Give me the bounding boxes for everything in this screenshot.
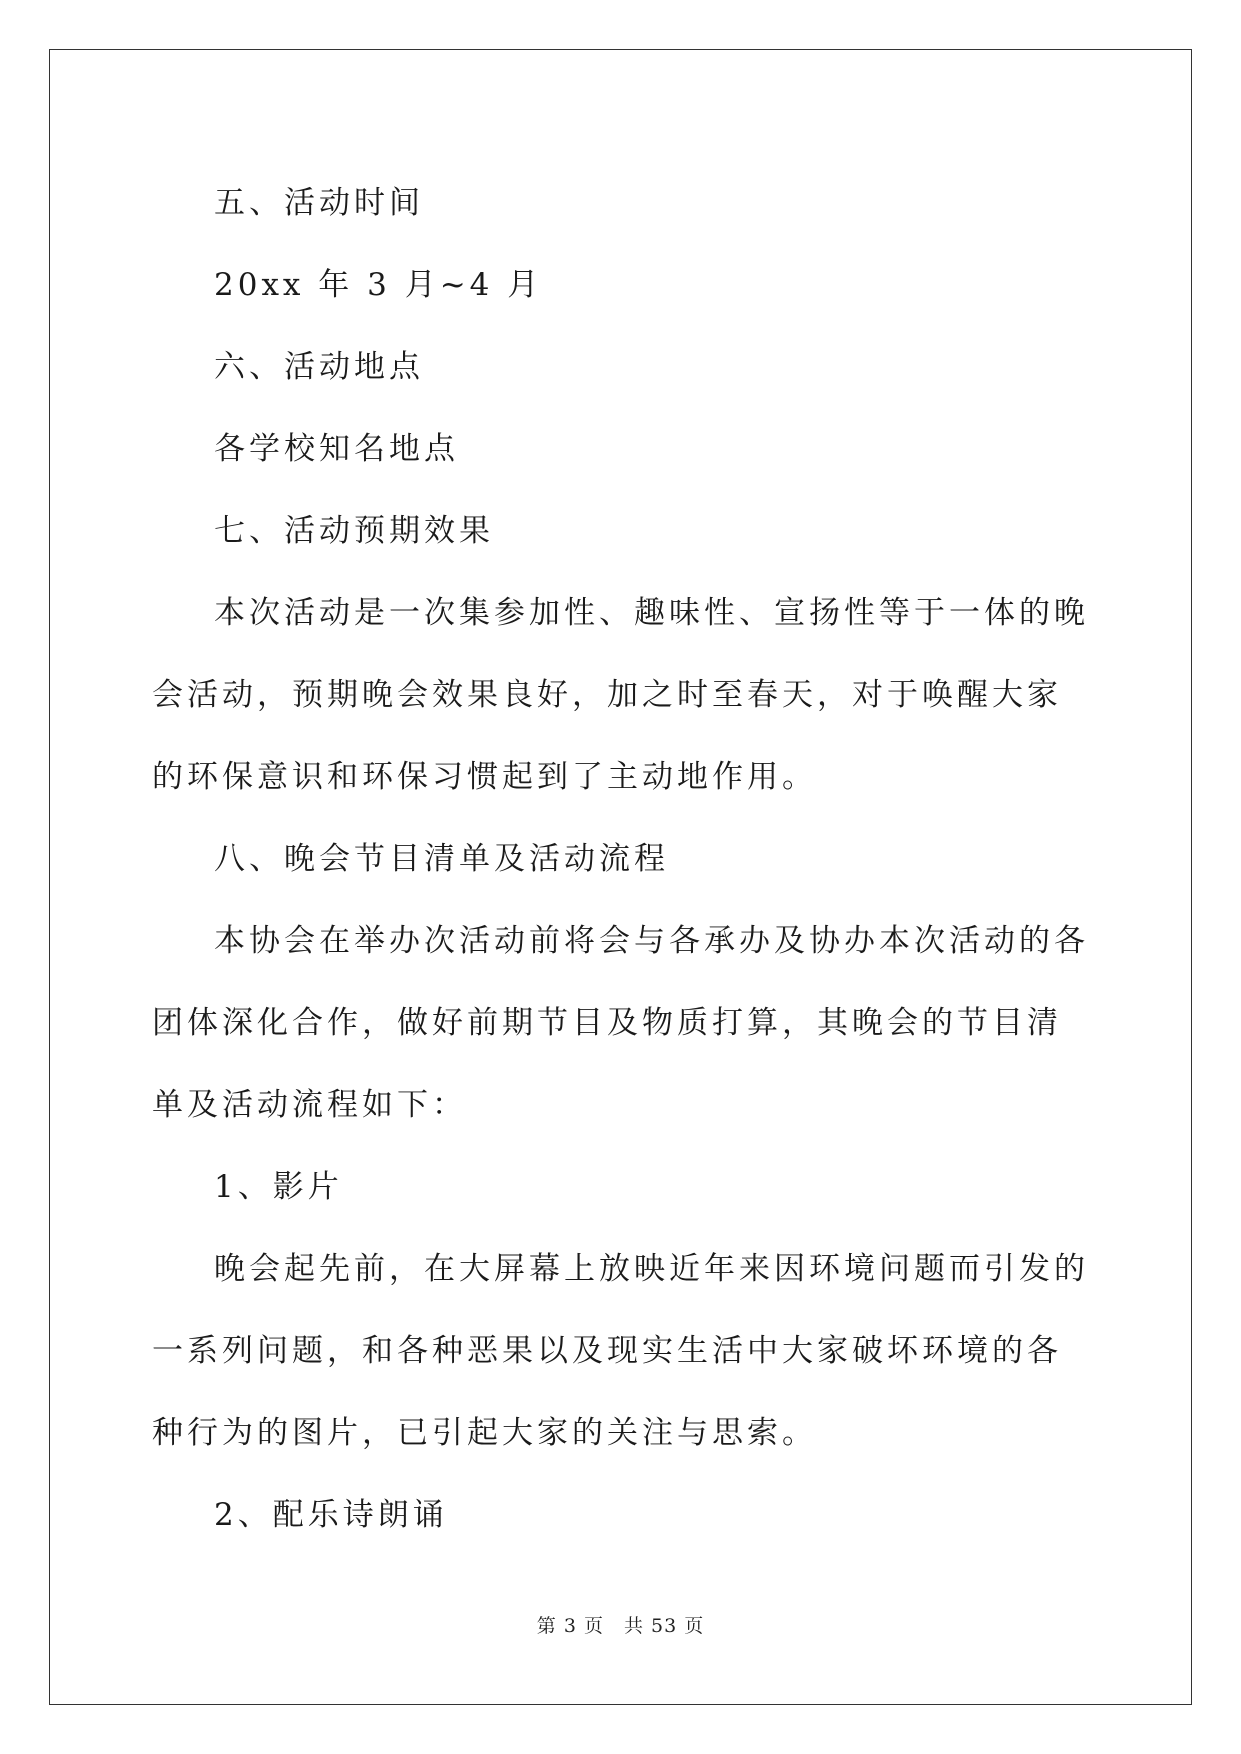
document-body xyxy=(152,162,1092,1556)
section-heading-expected-effect: 七、活动预期效果 xyxy=(214,513,494,549)
section-heading-activity-location: 六、活动地点 xyxy=(214,349,424,385)
activity-location-value: 各学校知名地点 xyxy=(214,431,459,467)
program-item-1-paragraph: 晚会起先前，在大屏幕上放映近年来因环境问题而引发的一系列问题，和各种恶果以及现实生活中大家破坏环境的各种行为的图片，已引起大家的关注与思索。 xyxy=(152,1251,1089,1451)
page-number-footer: 第 3 页 共 53 页 xyxy=(536,1615,705,1637)
program-item-1-title: 1、影片 xyxy=(214,1169,343,1205)
activity-time-value: 20xx 年 3 月~4 月 xyxy=(214,267,543,303)
program-list-paragraph: 本协会在举办次活动前将会与各承办及协办本次活动的各团体深化合作，做好前期节目及物质打算，其晚会的节目清单及活动流程如下： xyxy=(152,923,1089,1123)
expected-effect-paragraph: 本次活动是一次集参加性、趣味性、宣扬性等于一体的晚会活动，预期晚会效果良好，加之时至春天，对于唤醒大家的环保意识和环保习惯起到了主动地作用。 xyxy=(152,595,1089,795)
section-heading-activity-time: 五、活动时间 xyxy=(214,185,424,221)
section-heading-program-list: 八、晚会节目清单及活动流程 xyxy=(214,841,669,877)
program-item-2-title: 2、配乐诗朗诵 xyxy=(214,1497,448,1533)
